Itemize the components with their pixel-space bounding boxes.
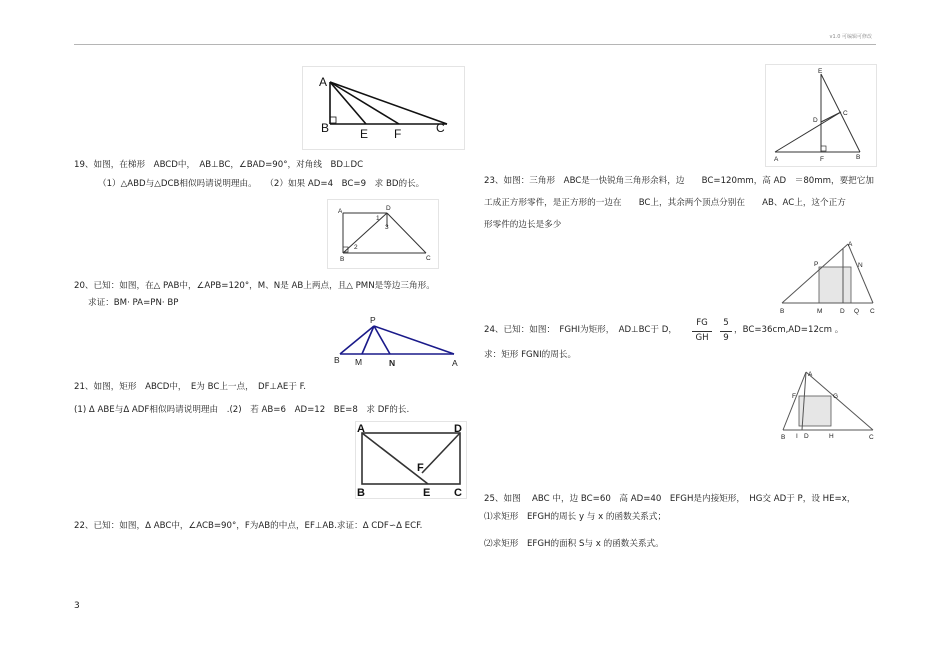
header-note: v1.0 可编辑可修改 [829,34,872,40]
figure-label: 2 [354,244,358,251]
figure-label: Q [854,308,860,315]
figure-label: B [334,355,340,365]
q25-line1: 25、如图 ABC 中，边 BC=60 高 AD=40 EFGH是内接矩形， HG交 AD于 P，设 HE=x， [484,494,856,504]
q24-frac1-bar [692,331,712,332]
figure-label: F [792,393,796,400]
figure-label: A [452,358,458,368]
q23-line2: 工成正方形零件，是正方形的一边在 BC上，其余两个顶点分别在 AB、AC上，这个正方 [484,198,846,208]
q24-frac2-bar [720,331,732,332]
figure-label: C [454,487,462,499]
label-c: C [436,121,445,135]
q25-line3: ⑵求矩形 EFGH的面积 S与 x 的函数关系式。 [484,539,664,549]
q21-line1: 21、如图，矩形 ABCD中， E为 BC上一点， DF⊥AE于 F. [74,382,306,392]
figure-label: A [774,156,779,163]
figure-label: M [355,357,363,367]
figure-label: A [848,241,853,248]
figure-label: N [858,262,863,269]
q19-line2: （1）△ABD与△DCB相似吗请说明理由。 （2）如果 AD=4 BC=9 求 BD的长。 [98,179,425,189]
q24-frac1-den: GH [695,333,709,343]
figure-label: A [808,371,813,378]
figure-label: B [781,434,786,441]
label-e: E [360,127,369,141]
figure-label: C [870,308,875,315]
figure-label: P [370,315,376,325]
label-f: F [394,127,402,141]
q22-line1: 22、已知：如图，Δ ABC中，∠ACB=90°，F为AB的中点，EF⊥AB.求证：Δ CDF∽Δ ECF. [74,521,423,531]
figure-label: A [357,423,365,435]
figure-label: B [340,256,345,263]
figure-label: N [389,358,396,368]
figure-label: H [829,433,834,440]
figure-label: D [813,117,818,124]
q24-prefix: 24、已知：如图： FGHI为矩形， AD⊥BC于 D， [484,325,677,335]
figure-label: M [817,308,823,315]
q24-frac2-num: 5 [723,318,729,328]
header-rule [74,44,876,45]
figure-label: 1 [376,215,380,222]
figure-label: B [780,308,785,315]
figure-right-top [765,64,877,167]
figure-label: B [856,154,861,161]
label-b: B [321,121,330,135]
q19-line1: 19、如图，在梯形 ABCD中， AB⊥BC，∠BAD=90°，对角线 BD⊥DC [74,160,364,170]
figure-label: E [818,68,823,75]
figure-label: A [338,208,343,215]
figure-label: C [426,255,431,262]
q24-line2: 求：矩形 FGNI的周长。 [484,350,577,360]
figure-q21 [355,421,467,499]
page-number: 3 [74,601,80,611]
q25-line2: ⑴求矩形 EFGH的周长 y 与 x 的函数关系式； [484,512,667,522]
figure-label: G [833,393,839,400]
figure-label: D [840,308,845,315]
figure-label: D [454,423,462,435]
figure-label: 3 [385,224,389,231]
figure-label: C [843,110,848,117]
q20-line2: 求证：BM· PA=PN· BP [88,298,179,308]
figure-label: F [417,462,424,474]
figure-label: D [386,205,391,212]
figure-q23 [776,238,880,316]
figure-q19 [327,199,439,269]
q21-line2: (1) Δ ABE与Δ ADF相似吗请说明理由 .(2) 若 AB=6 AD=12 BE=8 求 DF的长. [74,405,410,415]
figure-label: D [804,433,809,440]
figure-q24 [778,368,878,444]
figure-label: P [814,261,819,268]
q24-frac1-num: FG [696,318,708,328]
figure-label: F [820,156,824,163]
q23-line1: 23、如图：三角形 ABC是一快锐角三角形余料，边 BC=120mm，高 AD ＝80mm，要把它加 [484,176,874,186]
figure-label: I [796,433,798,440]
q20-line1: 20、已知：如图，在△ PAB中，∠APB=120°，M、N是 AB上两点，且△ PMN是等边三角形。 [74,281,435,291]
figure-q20 [332,314,464,370]
figure-label: B [357,487,365,499]
q23-line3: 形零件的边长是多少 [484,220,562,230]
figure-q18 [302,66,465,150]
label-a: A [319,75,328,89]
figure-label: C [869,434,874,441]
q24-suffix: ，BC=36cm,AD=12cm 。 [734,325,844,335]
figure-label: E [423,487,431,499]
q24-frac2-den: 9 [723,333,729,343]
